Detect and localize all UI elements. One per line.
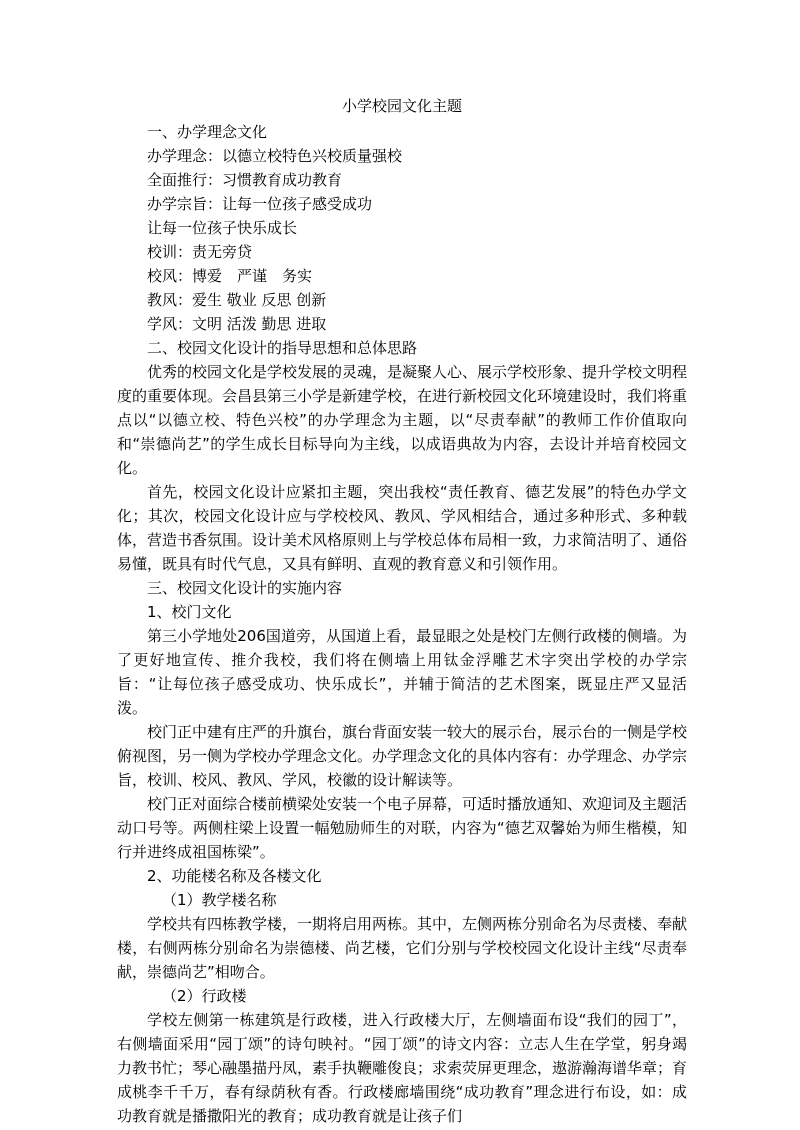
study-style-line: 学风：文明 活泼 勤思 进取 bbox=[147, 315, 327, 333]
philosophy-line: 全面推行：习惯教育成功教育 bbox=[147, 171, 343, 189]
gate-paragraph-2: 校门正中建有庄严的升旗台，旗台背面安装一较大的展示台，展示台的一侧是学校俯视图，另一侧为学校办学理念文化。办学理念文化的具体内容有：办学理念、办学宗旨，校训、校风、教风、学风，校徽的设计解读等。 bbox=[117, 723, 688, 789]
teaching-building-heading: （1）教学楼名称 bbox=[162, 891, 277, 909]
gate-culture-heading: 1、校门文化 bbox=[147, 603, 232, 621]
section-2-heading: 二、校园文化设计的指导思想和总体思路 bbox=[147, 339, 418, 357]
teaching-style-line: 教风：爱生 敬业 反思 创新 bbox=[147, 291, 327, 309]
gate-paragraph-3: 校门正对面综合楼前横梁处安装一个电子屏幕，可适时播放通知、欢迎词及主题活动口号等。两侧柱梁上设置一幅勉励师生的对联，内容为“德艺双馨始为师生楷模，知行并进终成祖国栋梁”。 bbox=[117, 795, 688, 861]
philosophy-line: 让每一位孩子快乐成长 bbox=[147, 219, 298, 237]
buildings-heading: 2、功能楼名称及各楼文化 bbox=[147, 867, 322, 885]
document-title: 小学校园文化主题 bbox=[341, 97, 462, 115]
philosophy-line: 办学宗旨：让每一位孩子感受成功 bbox=[147, 195, 373, 213]
gate-paragraph-1: 第三小学地处206国道旁，从国道上看，最显眼之处是校门左侧行政楼的侧墙。为了更好地宣传、推介我校，我们将在侧墙上用钛金浮雕艺术字突出学校的办学宗旨：“让每位孩子感受成功、快乐成长”，并辅于简洁的艺术图案，既显庄严又显活泼。 bbox=[117, 627, 687, 717]
motto-line: 校训：责无旁贷 bbox=[147, 243, 253, 261]
teaching-building-paragraph: 学校共有四栋教学楼，一期将启用两栋。其中，左侧两栋分别命名为尽责楼、奉献楼，右侧两栋分别命名为崇德楼、尚艺楼，它们分别与学校校园文化设计主线“尽责奉献，崇德尚艺”相吻合。 bbox=[117, 915, 688, 981]
section-2-paragraph-2: 首先，校园文化设计应紧扣主题，突出我校“责任教育、德艺发展”的特色办学文化；其次，校园文化设计应与学校校风、教风、学风相结合，通过多种形式、多种载体，营造书香氛围。设计美术风格原则上与学校总体布局相一致，力求简洁明了、通俗易懂，既具有时代气息，又具有鲜明、直观的教育意义和引领作用。 bbox=[117, 483, 688, 573]
philosophy-line: 办学理念：以德立校特色兴校质量强校 bbox=[147, 147, 403, 165]
section-1-heading: 一、办学理念文化 bbox=[147, 123, 268, 141]
section-2-paragraph-1: 优秀的校园文化是学校发展的灵魂，是凝聚人心、展示学校形象、提升学校文明程度的重要体现。会昌县第三小学是新建学校，在进行新校园文化环境建设时，我们将重点以“以德立校、特色兴校”的办学理念为主题，以“尽责奉献”的教师工作价值取向和“崇德尚艺”的学生成长目标导向为主线，以成语典故为内容，去设计并培育校园文化。 bbox=[117, 363, 688, 477]
admin-building-heading: （2）行政楼 bbox=[162, 987, 247, 1005]
section-3-heading: 三、校园文化设计的实施内容 bbox=[147, 579, 343, 597]
document-body bbox=[117, 96, 687, 1128]
admin-building-paragraph: 学校左侧第一栋建筑是行政楼，进入行政楼大厅，左侧墙面布设“我们的园丁”，右侧墙面采用“园丁颂”的诗句映衬。“园丁颂”的诗文内容：立志人生在学堂，躬身竭力教书忙；琴心融墨描丹凤，素手执鞭雕俊良；求索荧屏更理念，遨游瀚海谱华章；育成桃李千千万，春有绿荫秋有香。行政楼廊墙围绕“成功教育”理念进行布设，如：成功教育就是播撒阳光的教育；成功教育就是让孩子们 bbox=[117, 1011, 688, 1125]
school-spirit-line: 校风：博爱 严谨 务实 bbox=[147, 267, 313, 285]
